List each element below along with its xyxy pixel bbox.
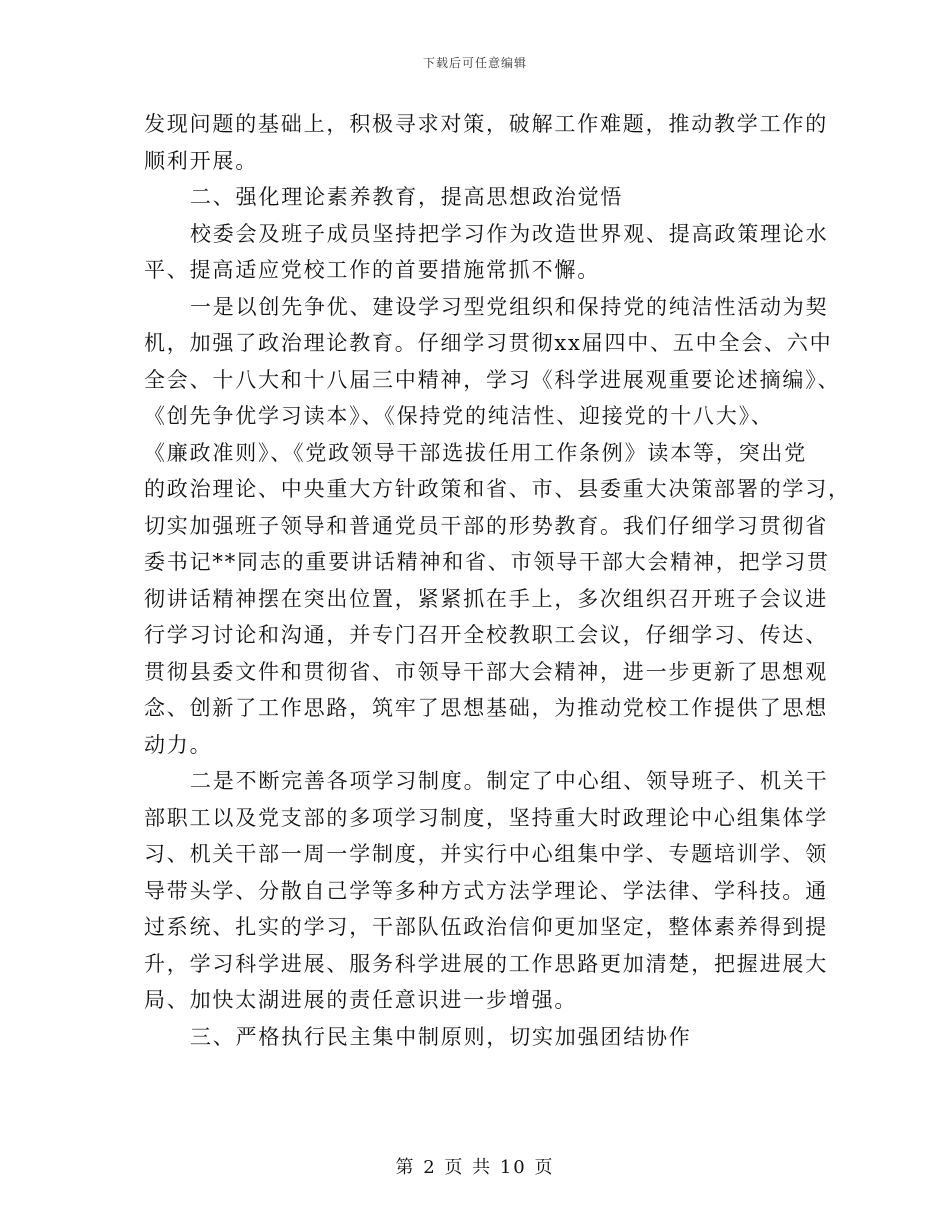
body-line: 平、提高适应党校工作的首要措施常抓不懈。 [144,258,600,282]
body-line: 升，学习科学进展、服务科学进展的工作思路更加清楚，把握进展大 [144,951,828,976]
body-line: 行学习讨论和沟通，并专门召开全校教职工会议，仔细学习、传达、 [144,623,828,647]
body-line: 贯彻县委文件和贯彻省、市领导干部大会精神，进一步更新了思想观 [144,659,828,684]
body-line: 《创先争优学习读本》、《保持党的纯洁性、迎接党的十八大》、 [144,404,774,428]
body-line: 机，加强了政治理论教育。仔细学习贯彻xx届四中、五中全会、六中 [144,331,833,355]
body-line: 念、创新了工作思路，筑牢了思想基础，为推动党校工作提供了思想 [144,696,828,720]
body-line: 《廉政准则》、《党政领导干部选拔任用工作条例》读本等，突出党 [144,440,807,465]
document-body [144,106,851,1055]
body-line: 委书记**同志的重要讲话精神和省、市领导干部大会精神，把学习贯 [144,550,830,574]
body-line: 一是以创先争优、建设学习型党组织和保持党的纯洁性活动为契 [190,294,829,319]
body-line: 二是不断完善各项学习制度。制定了中心组、领导班子、机关干 [190,769,829,793]
section-heading: 三、严格执行民主集中制原则，切实加强团结协作 [190,1024,692,1049]
body-line: 习、机关干部一周一学制度，并实行中心组集中学、专题培训学、领 [144,842,828,866]
body-line: 顺利开展。 [144,148,258,173]
body-line: 局、加快太湖进展的责任意识进一步增强。 [144,988,578,1012]
body-line: 导带头学、分散自己学等多种方式方法学理论、学法律、学科技。通 [144,878,828,903]
body-line: 彻讲话精神摆在突出位置，紧紧抓在手上，多次组织召开班子会议进 [144,586,828,611]
body-line: 部职工以及党支部的多项学习制度，坚持重大时政理论中心组集体学 [144,805,828,830]
header-note: 下载后可任意编辑 [422,56,527,70]
body-line: 发现问题的基础上，积极寻求对策，破解工作难题，推动教学工作的 [144,112,828,136]
section-heading: 二、强化理论素养教育，提高思想政治觉悟 [190,185,624,209]
body-line: 切实加强班子领导和普通党员干部的形势教育。我们仔细学习贯彻省 [144,513,828,538]
body-line: 校委会及班子成员坚持把学习作为改造世界观、提高政策理论水 [190,221,829,246]
body-line: 的政治理论、中央重大方针政策和省、市、县委重大决策部署的学习， [144,477,851,501]
body-line: 全会、十八大和十八届三中精神，学习《科学进展观重要论述摘编》、 [144,367,841,392]
body-line: 过系统、扎实的学习，干部队伍政治信仰更加坚定，整体素养得到提 [144,915,828,939]
page-number: 第 2 页 共 10 页 [395,1157,555,1178]
body-line: 动力。 [144,732,213,757]
